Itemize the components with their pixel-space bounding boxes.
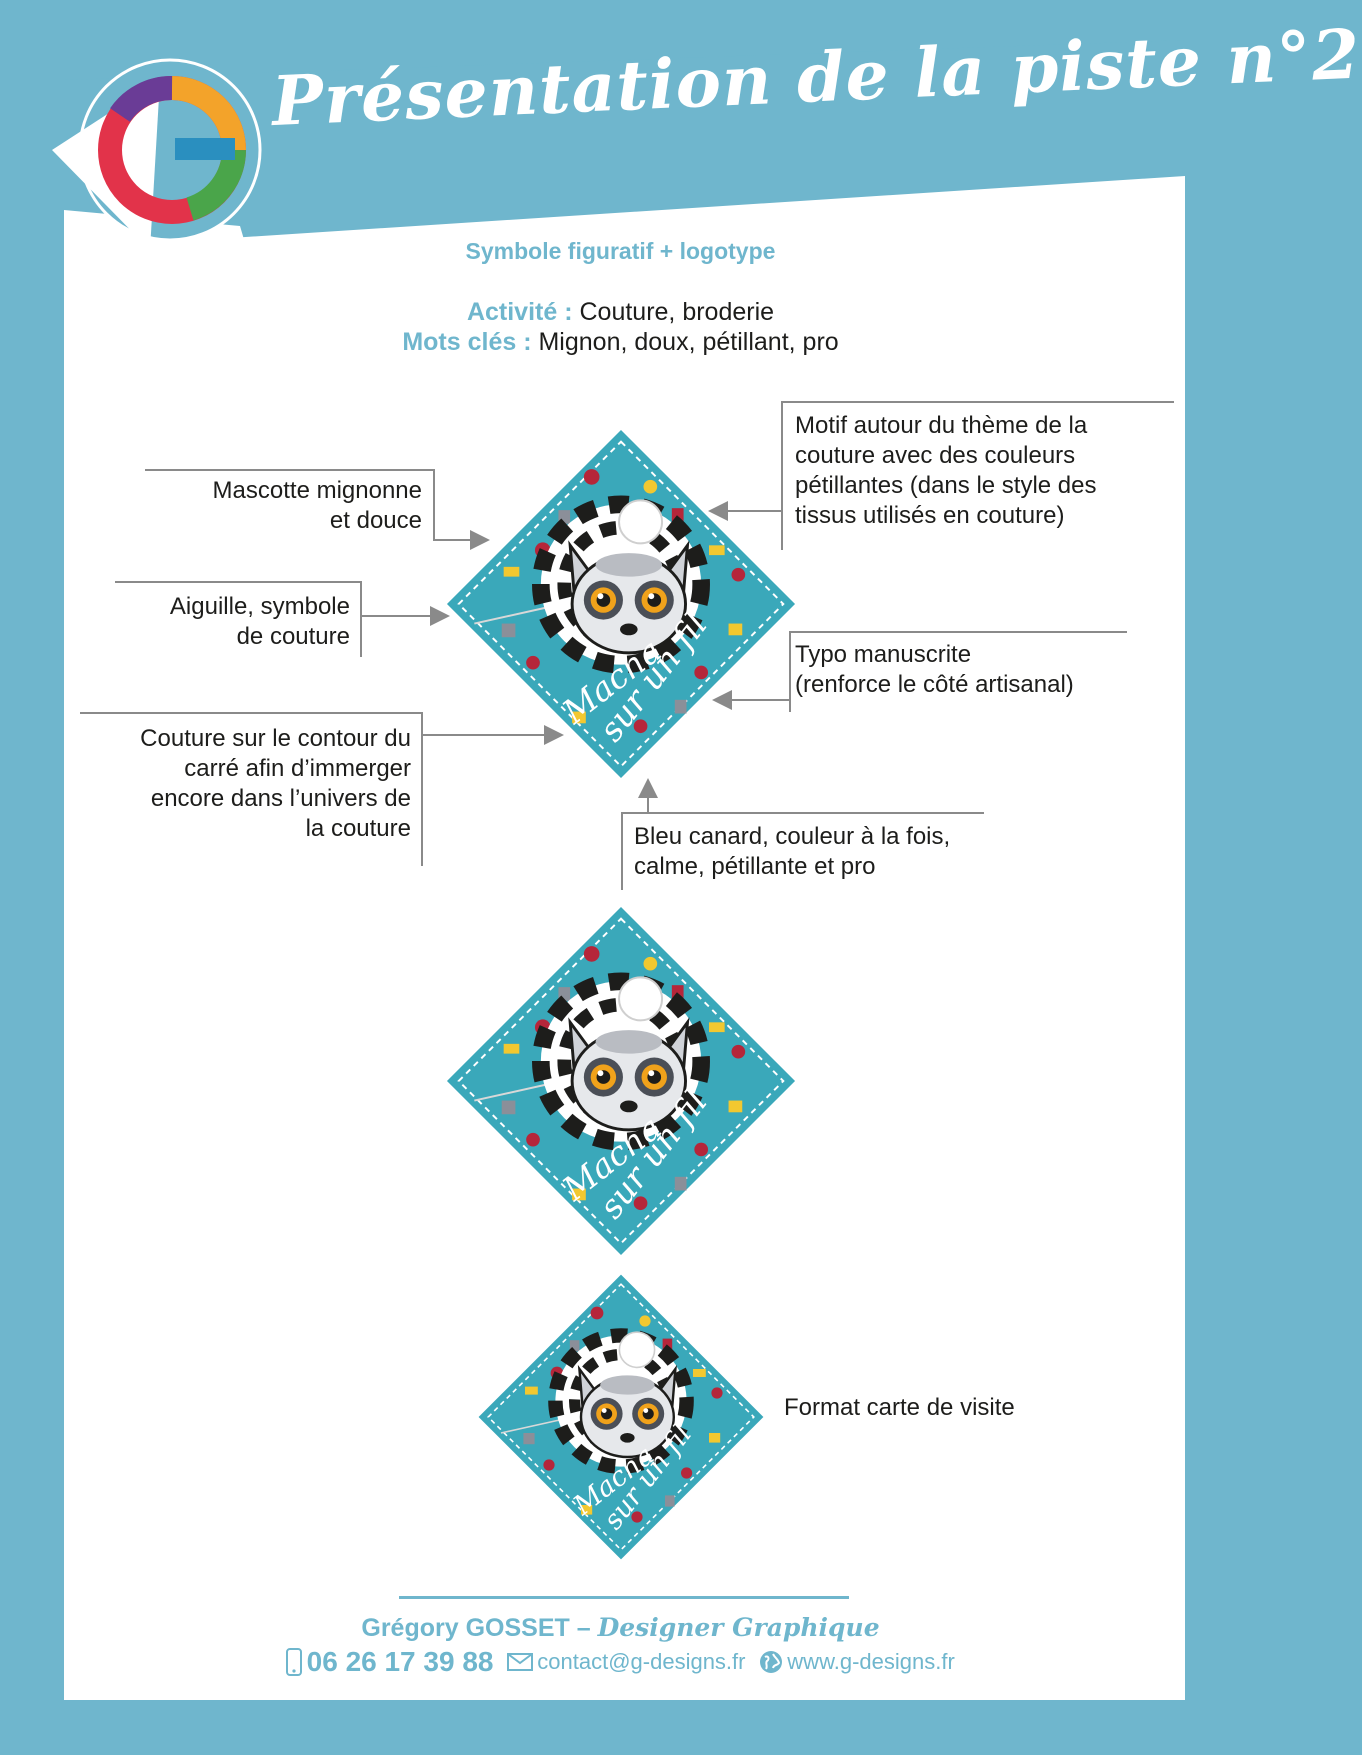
annotation-line: Couture sur le contour du [140,725,411,752]
name-separator: – [576,1614,591,1642]
annotation-line: calme, pétillante et pro [634,853,876,880]
annotation-pattern [795,411,1185,531]
activity-label: Activité : [466,298,573,326]
annotation-line: carré afin d’immerger [184,755,411,782]
logo-diamond-small [477,1273,765,1561]
designer-role: Designer Graphique [597,1613,880,1642]
footer-divider [399,1596,849,1599]
globe-icon [759,1650,783,1674]
subtitle: Symbole figuratif + logotype [465,238,776,264]
annotation-line: la couture [305,815,411,842]
annotation-line: couture avec des couleurs [795,442,1076,469]
annotation-line: Motif autour du thème de la [795,412,1088,439]
annotation-line: (renforce le côté artisanal) [795,671,1074,698]
phone-number[interactable]: 06 26 17 39 88 [306,1646,494,1677]
annotation-color [634,822,1014,882]
activity-value: Couture, broderie [579,298,775,326]
envelope-icon [507,1653,533,1671]
annotation-line: Typo manuscrite [795,641,972,668]
page-title: Présentation de la piste n°2 [270,14,1362,142]
annotation-line: Bleu canard, couleur à la fois, [634,823,951,850]
annotation-line: Mascotte mignonne [212,477,422,504]
phone-icon [286,1648,302,1676]
keywords-value: Mignon, doux, pétillant, pro [538,328,839,356]
annotation-typo [795,640,1155,700]
keywords-label: Mots clés : [402,328,532,356]
logo-diamond-medium [445,905,797,1257]
annotation-line: tissus utilisés en couture) [795,502,1065,529]
website-link[interactable]: www.g-designs.fr [787,1649,955,1674]
logo-diamond-large [445,428,797,780]
footer-contacts [0,1646,1241,1678]
annotation-line: et douce [329,507,422,534]
footer-name-line [0,1613,1241,1643]
designer-name: Grégory GOSSET [361,1614,570,1642]
annotation-business-card: Format carte de visite [784,1394,1015,1421]
annotation-line: de couture [236,623,350,650]
annotation-line: Aiguille, symbole [169,593,350,620]
annotation-needle [120,592,350,652]
annotation-line: pétillantes (dans le style des [795,472,1097,499]
annotation-mascot [150,476,422,536]
annotation-stitching [80,724,411,844]
email-link[interactable]: contact@g-designs.fr [537,1649,746,1674]
annotation-line: encore dans l’univers de [150,785,411,812]
